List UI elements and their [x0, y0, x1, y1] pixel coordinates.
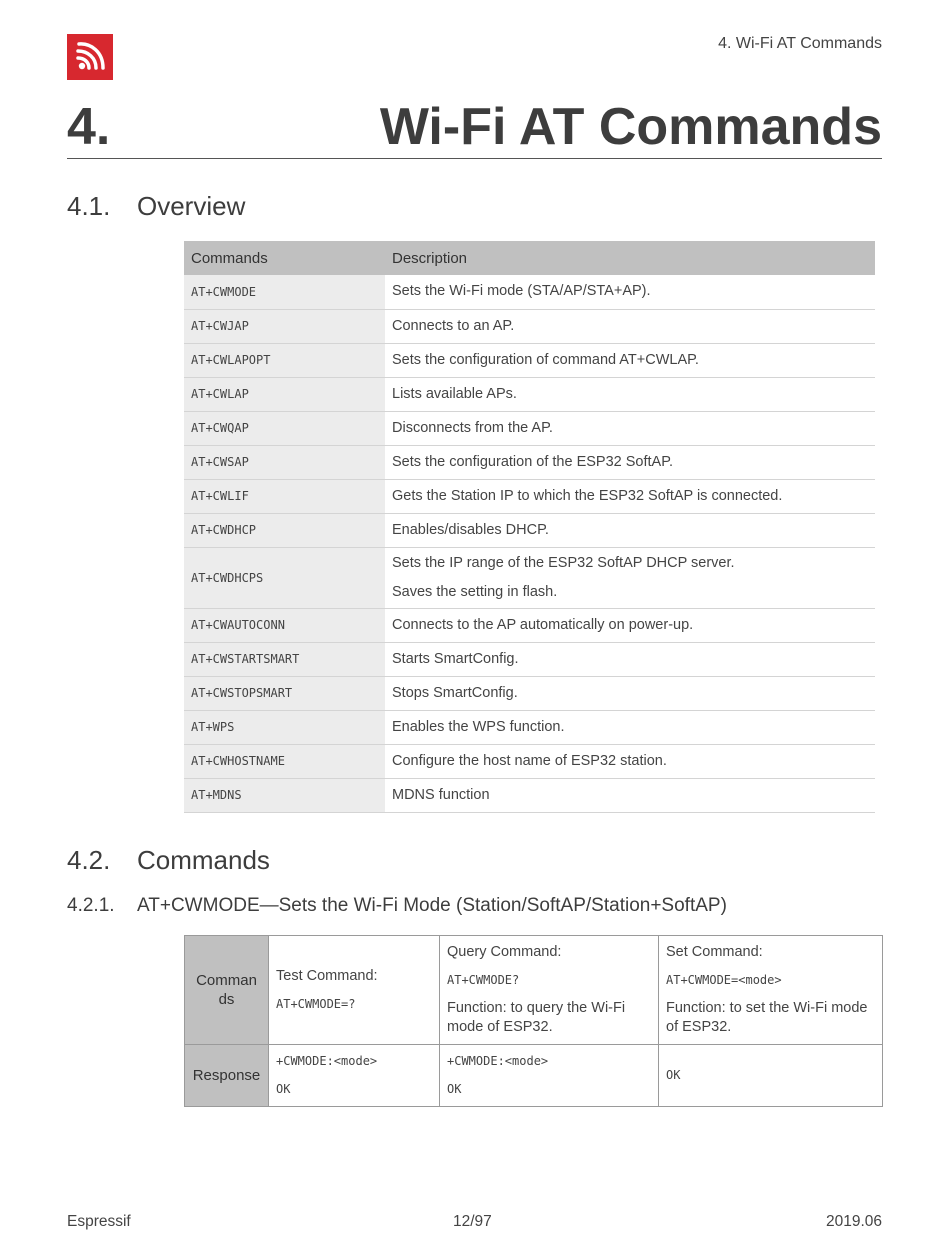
command-cell: AT+CWLAPOPT — [184, 343, 385, 377]
section-title: Commands — [137, 845, 270, 875]
command-cell: AT+CWSTARTSMART — [184, 642, 385, 676]
table-row — [184, 710, 875, 744]
description-cell — [385, 642, 875, 676]
table-row — [184, 479, 875, 513]
set-command-label: Set Command: — [666, 944, 763, 960]
test-command-cell — [269, 936, 440, 1045]
description-cell — [385, 445, 875, 479]
section-number: 4.1. — [67, 191, 111, 221]
column-header-commands: Commands — [184, 241, 385, 275]
table-row — [185, 1045, 883, 1107]
command-cell: AT+CWDHCPS — [184, 547, 385, 608]
command-cell: AT+CWLIF — [184, 479, 385, 513]
section-heading-overview — [67, 191, 245, 221]
description-cell — [385, 744, 875, 778]
subsection-number: 4.2.1. — [67, 895, 115, 916]
response-line: OK — [276, 1082, 291, 1096]
section-title: Overview — [137, 191, 246, 221]
description-line: Sets the configuration of command AT+CWLAP. — [392, 351, 699, 368]
description-cell — [385, 778, 875, 812]
description-line: Connects to an AP. — [392, 317, 515, 334]
espressif-logo-icon — [67, 34, 113, 80]
set-command-cell — [659, 936, 883, 1045]
subsection-heading-cwmode — [67, 894, 727, 918]
set-command-syntax: AT+CWMODE=<mode> — [666, 973, 782, 987]
table-row — [184, 309, 875, 343]
query-command-cell — [440, 936, 659, 1045]
table-row — [184, 676, 875, 710]
test-response-cell — [269, 1045, 440, 1107]
chapter-number: 4. — [67, 98, 111, 156]
table-row — [184, 275, 875, 309]
footer-page-number: 12/97 — [453, 1213, 492, 1230]
command-cell: AT+CWJAP — [184, 309, 385, 343]
table-row — [185, 936, 883, 1045]
command-cell: AT+CWHOSTNAME — [184, 744, 385, 778]
query-response-cell — [440, 1045, 659, 1107]
description-cell — [385, 309, 875, 343]
description-line: MDNS function — [392, 786, 490, 803]
description-cell — [385, 513, 875, 547]
description-line: Gets the Station IP to which the ESP32 SoftAP is connected. — [392, 487, 783, 504]
query-command-function: Function: to query the Wi-Fi mode of ESP32. — [447, 1000, 626, 1035]
running-header: 4. Wi-Fi AT Commands — [718, 35, 882, 52]
description-cell — [385, 547, 875, 608]
cwmode-command-table — [184, 935, 883, 1107]
command-cell: AT+CWSTOPSMART — [184, 676, 385, 710]
chapter-title: Wi-Fi AT Commands — [379, 98, 882, 156]
description-line: Connects to the AP automatically on power-up. — [392, 616, 694, 633]
description-cell — [385, 377, 875, 411]
table-row — [184, 343, 875, 377]
description-line: Sets the configuration of the ESP32 SoftAP. — [392, 453, 674, 470]
table-row — [184, 642, 875, 676]
table-row — [184, 377, 875, 411]
query-command-label: Query Command: — [447, 944, 562, 960]
command-cell: AT+CWLAP — [184, 377, 385, 411]
column-header-description: Description — [385, 241, 875, 275]
overview-table — [184, 241, 875, 813]
subsection-title: AT+CWMODE—Sets the Wi-Fi Mode (Station/SoftAP/Station+SoftAP) — [137, 895, 727, 916]
description-line: Saves the setting in flash. — [392, 583, 558, 600]
description-line: Enables the WPS function. — [392, 718, 565, 735]
response-line: +CWMODE:<mode> — [447, 1054, 549, 1068]
row-label-commands: Comman ds — [185, 936, 269, 1045]
section-heading-commands — [67, 845, 270, 875]
table-header-row — [184, 241, 875, 275]
table-row — [184, 445, 875, 479]
description-line: Stops SmartConfig. — [392, 684, 518, 701]
description-line: Enables/disables DHCP. — [392, 521, 549, 538]
description-line: Disconnects from the AP. — [392, 419, 553, 436]
command-cell: AT+CWQAP — [184, 411, 385, 445]
response-line: +CWMODE:<mode> — [276, 1054, 378, 1068]
table-row — [184, 547, 875, 608]
description-cell — [385, 411, 875, 445]
set-command-function: Function: to set the Wi-Fi mode of ESP32. — [666, 1000, 868, 1035]
section-number: 4.2. — [67, 845, 111, 875]
table-row — [184, 778, 875, 812]
command-cell: AT+MDNS — [184, 778, 385, 812]
overview-table-body — [184, 275, 875, 812]
response-line: OK — [666, 1068, 681, 1082]
command-cell: AT+CWMODE — [184, 275, 385, 309]
description-line: Sets the Wi-Fi mode (STA/AP/STA+AP). — [392, 283, 651, 300]
description-cell — [385, 676, 875, 710]
row-label-response: Response — [185, 1045, 269, 1107]
table-row — [184, 411, 875, 445]
description-cell — [385, 343, 875, 377]
test-command-syntax: AT+CWMODE=? — [276, 996, 356, 1011]
response-line: OK — [447, 1082, 462, 1096]
description-line: Sets the IP range of the ESP32 SoftAP DHCP server. — [392, 554, 735, 571]
test-command-label: Test Command: — [276, 967, 378, 984]
command-cell: AT+CWDHCP — [184, 513, 385, 547]
description-line: Lists available APs. — [392, 385, 517, 402]
command-cell: AT+CWSAP — [184, 445, 385, 479]
footer-company: Espressif — [67, 1213, 131, 1230]
description-line: Configure the host name of ESP32 station. — [392, 752, 667, 769]
query-command-syntax: AT+CWMODE? — [447, 973, 520, 987]
footer-date: 2019.06 — [825, 1213, 882, 1230]
table-row — [184, 608, 875, 642]
description-line: Starts SmartConfig. — [392, 650, 519, 667]
description-cell — [385, 608, 875, 642]
table-row — [184, 513, 875, 547]
set-response-cell — [659, 1045, 883, 1107]
command-cell: AT+CWAUTOCONN — [184, 608, 385, 642]
description-cell — [385, 275, 875, 309]
chapter-divider — [67, 158, 882, 159]
command-cell: AT+WPS — [184, 710, 385, 744]
table-row — [184, 744, 875, 778]
description-cell — [385, 479, 875, 513]
description-cell — [385, 710, 875, 744]
